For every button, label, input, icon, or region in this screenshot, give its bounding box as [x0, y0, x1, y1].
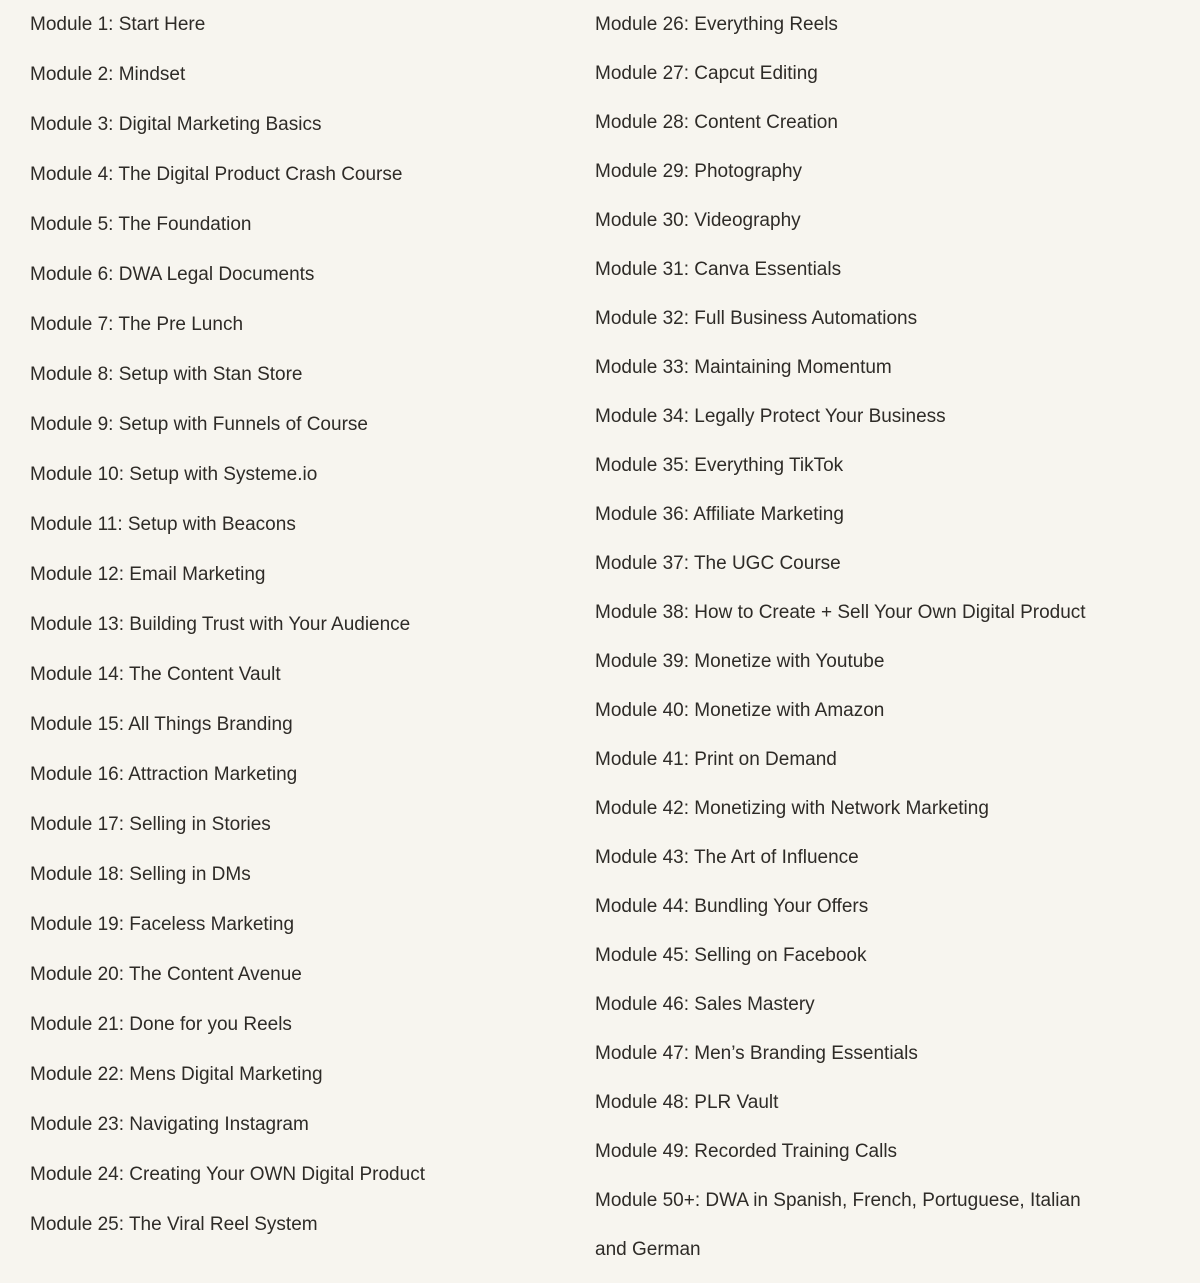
module-item: Module 12: Email Marketing — [30, 564, 266, 585]
module-item: Module 6: DWA Legal Documents — [30, 264, 315, 285]
module-item: Module 44: Bundling Your Offers — [595, 896, 869, 917]
module-item: Module 4: The Digital Product Crash Course — [30, 164, 403, 185]
module-item: Module 42: Monetizing with Network Marketing — [595, 798, 989, 819]
module-list-left — [30, 0, 565, 1250]
module-item: Module 19: Faceless Marketing — [30, 914, 295, 935]
module-item: Module 22: Mens Digital Marketing — [30, 1064, 323, 1085]
module-item: Module 50+: DWA in Spanish, French, Portuguese, Italian and German — [595, 1190, 1081, 1260]
module-item: Module 37: The UGC Course — [595, 553, 841, 574]
module-item: Module 29: Photography — [595, 161, 803, 182]
module-item: Module 26: Everything Reels — [595, 14, 838, 35]
module-item: Module 14: The Content Vault — [30, 664, 281, 685]
module-list-right — [595, 0, 1101, 1274]
module-item: Module 13: Building Trust with Your Audience — [30, 614, 411, 635]
module-item: Module 10: Setup with Systeme.io — [30, 464, 318, 485]
module-item: Module 25: The Viral Reel System — [30, 1214, 318, 1235]
module-item: Module 2: Mindset — [30, 64, 186, 85]
module-item: Module 49: Recorded Training Calls — [595, 1141, 898, 1162]
module-item: Module 5: The Foundation — [30, 214, 252, 235]
module-item: Module 9: Setup with Funnels of Course — [30, 414, 368, 435]
module-item: Module 45: Selling on Facebook — [595, 945, 867, 966]
module-item: Module 27: Capcut Editing — [595, 63, 818, 84]
module-item: Module 21: Done for you Reels — [30, 1014, 292, 1035]
module-item: Module 32: Full Business Automations — [595, 308, 918, 329]
module-item: Module 11: Setup with Beacons — [30, 514, 296, 535]
module-item: Module 1: Start Here — [30, 14, 206, 35]
module-item: Module 23: Navigating Instagram — [30, 1114, 309, 1135]
module-item: Module 36: Affiliate Marketing — [595, 504, 844, 525]
module-item: Module 15: All Things Branding — [30, 714, 293, 735]
module-item: Module 41: Print on Demand — [595, 749, 837, 770]
module-item: Module 31: Canva Essentials — [595, 259, 842, 280]
module-item: Module 34: Legally Protect Your Business — [595, 406, 946, 427]
module-item: Module 39: Monetize with Youtube — [595, 651, 885, 672]
module-item: Module 35: Everything TikTok — [595, 455, 844, 476]
module-item: Module 24: Creating Your OWN Digital Product — [30, 1164, 425, 1185]
module-item: Module 3: Digital Marketing Basics — [30, 114, 322, 135]
module-item: Module 16: Attraction Marketing — [30, 764, 298, 785]
module-item: Module 20: The Content Avenue — [30, 964, 302, 985]
module-item: Module 46: Sales Mastery — [595, 994, 815, 1015]
module-item: Module 47: Men’s Branding Essentials — [595, 1043, 918, 1064]
module-item: Module 43: The Art of Influence — [595, 847, 859, 868]
module-item: Module 8: Setup with Stan Store — [30, 364, 303, 385]
module-item: Module 18: Selling in DMs — [30, 864, 251, 885]
module-item: Module 28: Content Creation — [595, 112, 838, 133]
module-item: Module 7: The Pre Lunch — [30, 314, 244, 335]
module-item: Module 33: Maintaining Momentum — [595, 357, 892, 378]
module-item: Module 40: Monetize with Amazon — [595, 700, 885, 721]
module-item: Module 17: Selling in Stories — [30, 814, 271, 835]
module-item: Module 38: How to Create + Sell Your Own Digital Product — [595, 602, 1086, 623]
module-item: Module 48: PLR Vault — [595, 1092, 779, 1113]
module-item: Module 30: Videography — [595, 210, 801, 231]
